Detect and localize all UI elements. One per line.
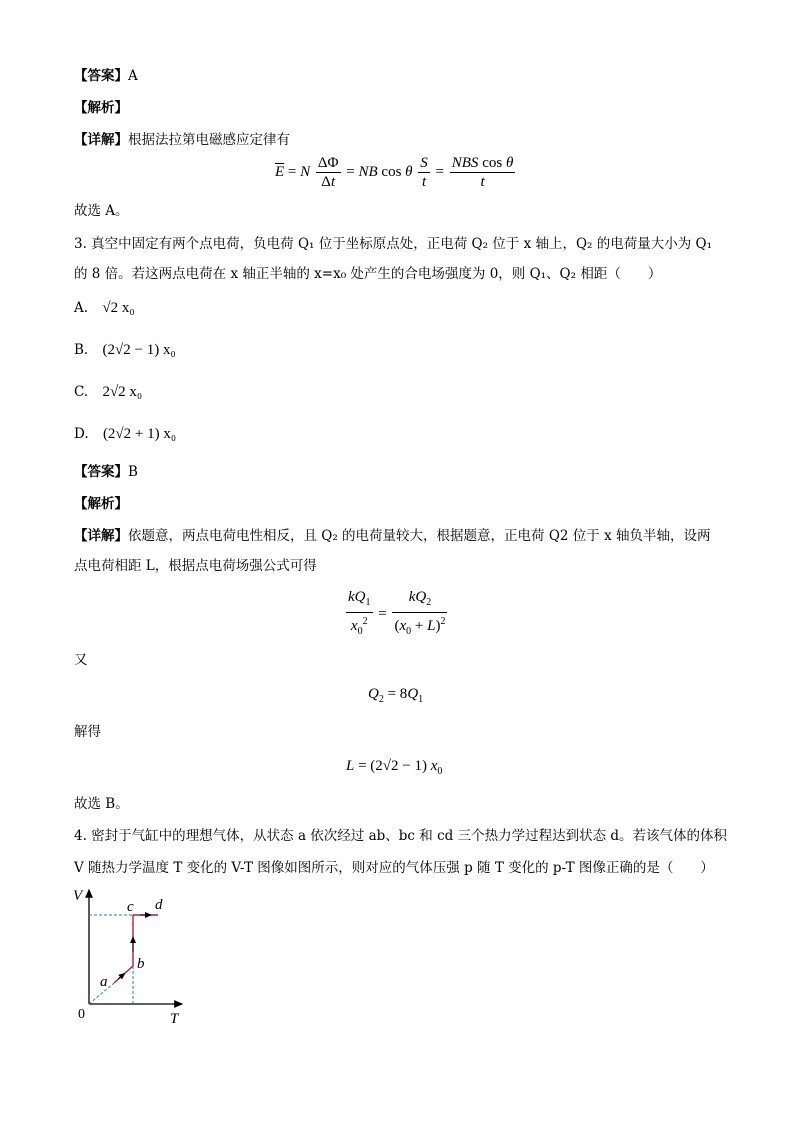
equation-faraday: $\overline{E} = N$ $\frac{\Delta\Phi}{\Delta t}$ = NB cos θ $\frac{S}{t}$ = $\frac{\text{NBS cos θ}}{t}$ xyxy=(275,155,514,190)
question-4-line1: 4. 密封于气缸中的理想气体，从状态 a 依次经过 ab、bc 和 cd 三个热力学过程达到状态 d。若该气体的体积 xyxy=(74,828,727,844)
option-letter: D. xyxy=(74,426,89,442)
detail-text: 依题意，两点电荷电性相反，且 Q₂ 的电荷量较大，根据题意，正电荷 Q2 位于 x 轴负半轴，设两 xyxy=(128,528,711,544)
vt-graph-figure xyxy=(70,880,200,1030)
detail-text: 根据法拉第电磁感应定律有 xyxy=(128,132,290,148)
answer-line-q3 xyxy=(74,462,138,482)
analysis-line-q3 xyxy=(74,494,128,514)
detail-tag: 【详解】 xyxy=(74,132,128,148)
label-origin: 0 xyxy=(78,1007,85,1022)
option-text: 2√2 x₀ xyxy=(102,384,143,400)
label-v: V xyxy=(73,888,83,904)
question-3-line2: 的 8 倍。若这两点电荷在 x 轴正半轴的 x=x₀ 处产生的合电场强度为 0，则 Q₁、Q₂ 相距（ ） xyxy=(74,266,662,282)
you-line: 又 xyxy=(74,652,88,668)
detail-line-q3-1 xyxy=(74,526,711,546)
label-d: d xyxy=(155,897,163,913)
question-4-line2: V 随热力学温度 T 变化的 V-T 图像如图所示，则对应的气体压强 p 随 T 变化的 p-T 图像正确的是（ ） xyxy=(74,860,714,876)
option-c xyxy=(74,384,142,401)
label-a: a xyxy=(100,974,108,990)
answer-value: B xyxy=(128,464,138,480)
option-b xyxy=(74,342,176,359)
detail-line-q3-2: 点电荷相距 L，根据点电荷场强公式可得 xyxy=(74,558,317,574)
option-a xyxy=(74,300,135,317)
option-text: (2√2 + 1) x₀ xyxy=(102,426,177,442)
detail-line-q2 xyxy=(74,130,290,150)
option-text: (2√2 − 1) x₀ xyxy=(102,342,176,358)
analysis-tag: 【解析】 xyxy=(74,496,128,512)
option-text: √2 x₀ xyxy=(102,300,135,316)
answer-tag: 【答案】 xyxy=(74,464,128,480)
answer-value: A xyxy=(128,68,138,84)
equation-result: L = (2√2 − 1) $x_0$ xyxy=(346,758,443,777)
conclusion-q3: 故选 B。 xyxy=(74,796,129,812)
conclusion-q2: 故选 A。 xyxy=(74,203,129,219)
equation-charge-ratio: $Q_2 = 8Q_1$ xyxy=(368,686,424,705)
equation-field-balance: $\frac{kQ_1}{x_0^2}$ = $\frac{kQ_2}{(x_0 + L)^2}$ xyxy=(348,589,446,637)
label-c: c xyxy=(127,899,134,915)
question-3-line1: 3. 真空中固定有两个点电荷，负电荷 Q₁ 位于坐标原点处，正电荷 Q₂ 位于 x 轴上，Q₂ 的电荷量大小为 Q₁ xyxy=(74,236,713,252)
detail-tag: 【详解】 xyxy=(74,528,128,544)
arrow-ab xyxy=(118,974,124,979)
jiede-line: 解得 xyxy=(74,724,101,740)
option-d xyxy=(74,426,176,443)
label-b: b xyxy=(137,956,145,972)
option-letter: C. xyxy=(74,384,89,400)
analysis-line-q2 xyxy=(74,98,128,118)
option-letter: A. xyxy=(74,300,89,316)
analysis-tag: 【解析】 xyxy=(74,100,128,116)
answer-tag: 【答案】 xyxy=(74,68,128,84)
label-t: T xyxy=(170,1011,179,1027)
answer-line-q2 xyxy=(74,66,138,86)
option-letter: B. xyxy=(74,342,89,358)
